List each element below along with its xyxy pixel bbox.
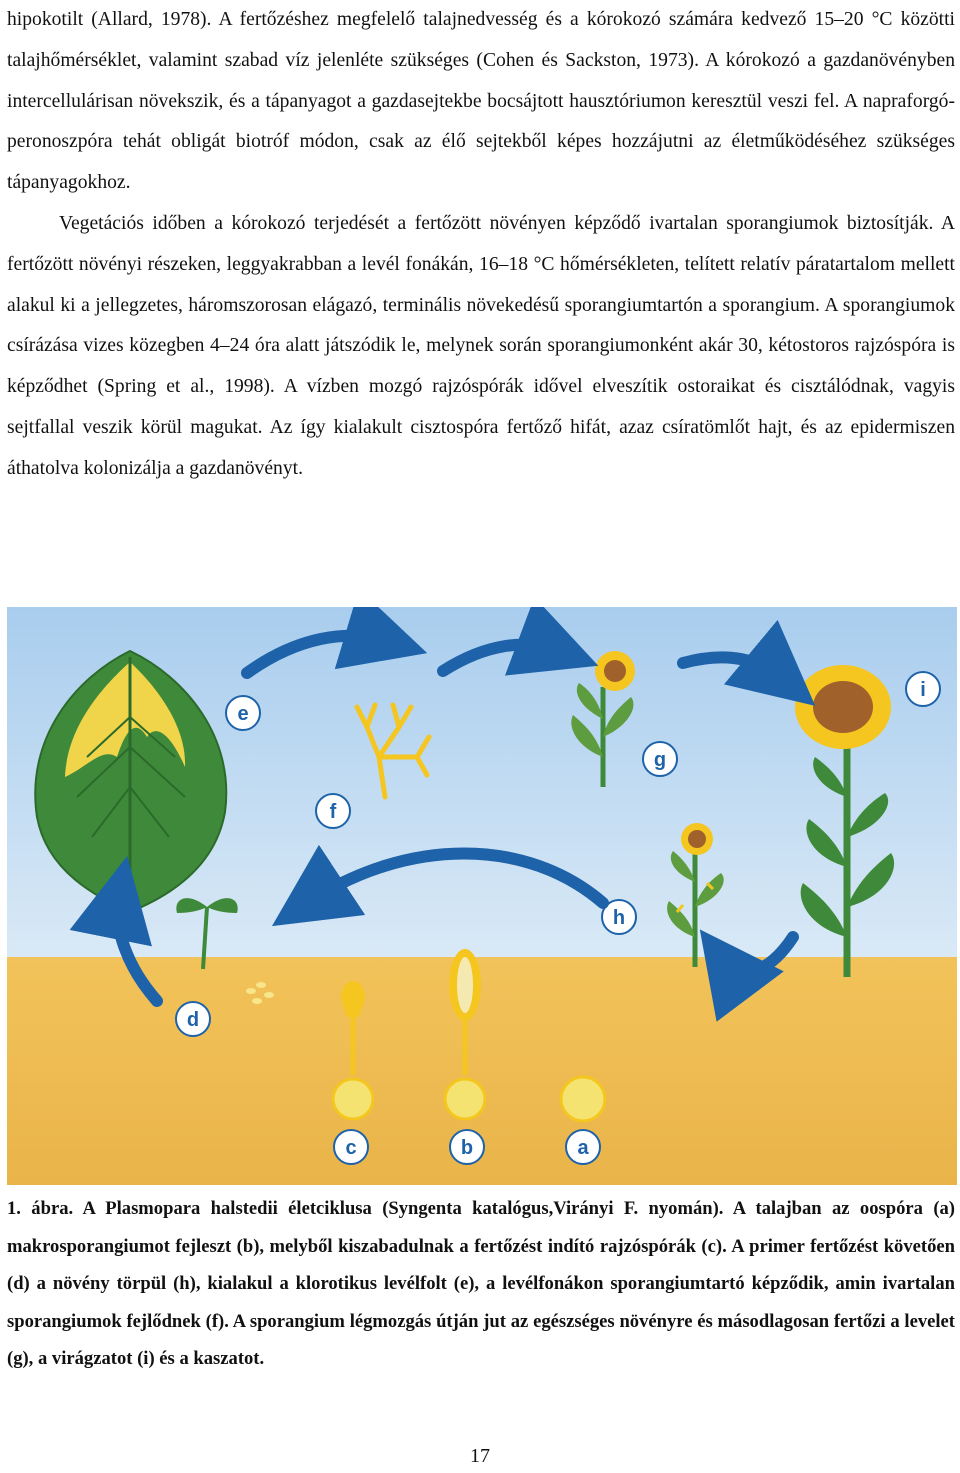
label-c-text: c [345,1137,357,1159]
life-cycle-illustration [7,607,957,1185]
label-e-text: e [237,703,249,725]
oospore [561,1077,605,1121]
label-i [906,672,940,706]
label-g-text: g [653,749,667,771]
paragraph-1: hipokotilt (Allard, 1978). A fertőzéshez megfelelő talajnedvesség és a kórokozó számára kedvező 15–20 °C közötti talajhőmérséklet, valamint szabad víz jelenléte szükséges (Cohen és Sackston, 1973). A kórokozó a gazdanövényben intercellulárisan növekszik, és a tápanyagot a gazdasejtekbe bocsájtott hausztóriumon keresztül veszi fel. A napraforgó-peronoszpóra tehát obligát biotróf módon, csak az élő sejtekből képes hozzájutni az életműködéséhez szükséges tápanyagokhoz. [7,9,955,194]
figure-caption [7,1190,955,1378]
caption-text: 1. ábra. A Plasmopara halstedii életciklusa (Syngenta katalógus,Virányi F. nyomán). A talajban az oospóra (a) makrosporangiumot fejleszt (b), melyből kiszabadulnak a fertőzést indító rajzóspórák (c). A primer fertőzést követően (d) a növény törpül (h), kialakul a klorotikus levélfolt (e), a levélfonákon sporangiumtartó képződik, amin ivartalan sporangiumok fejlődnek (f). A sporangium légmozgás útján jut az egészséges növényre és másodlagosan fertőzi a levelet (g), a virágzatot (i) és a kaszatot. [7,1198,955,1370]
label-i-text: i [920,679,926,701]
label-b-text: b [460,1137,474,1159]
page-number: 17 [470,1445,490,1467]
label-b [450,1130,484,1164]
body-text [7,0,955,490]
label-f [316,794,350,828]
label-f-text: f [329,801,337,823]
label-g [643,742,677,776]
label-d [176,1002,210,1036]
label-c [334,1130,368,1164]
label-a-text: a [577,1137,589,1159]
label-a [566,1130,600,1164]
label-h-text: h [612,907,626,929]
life-cycle-figure [7,607,957,1185]
label-d-text: d [186,1009,200,1031]
label-e [226,696,260,730]
paragraph-2: Vegetációs időben a kórokozó terjedését a fertőzött növényen képződő ivartalan sporangiumok biztosítják. A fertőzött növényi részeken, leggyakrabban a levél fonákán, 16–18 °C hőmérsékleten, telített relatív páratartalom mellett alakul ki a jellegzetes, háromszorosan elágazó, terminális növekedésű sporangiumtartón a sporangium. A sporangiumok csírázása vizes közegben 4–24 óra alatt játszódik le, melynek során sporangiumonként akár 30, kétostoros rajzóspóra is képződhet (Spring et al., 1998). A vízben mozgó rajzóspórák idővel elveszítik ostoraikat és cisztálódnak, vagyis sejtfallal veszik körül magukat. Az így kialakult cisztospóra fertőző hifát, azaz csíratömlőt hajt, és az epidermiszen áthatolva kolonizálja a gazdanövényt. [7,212,955,479]
